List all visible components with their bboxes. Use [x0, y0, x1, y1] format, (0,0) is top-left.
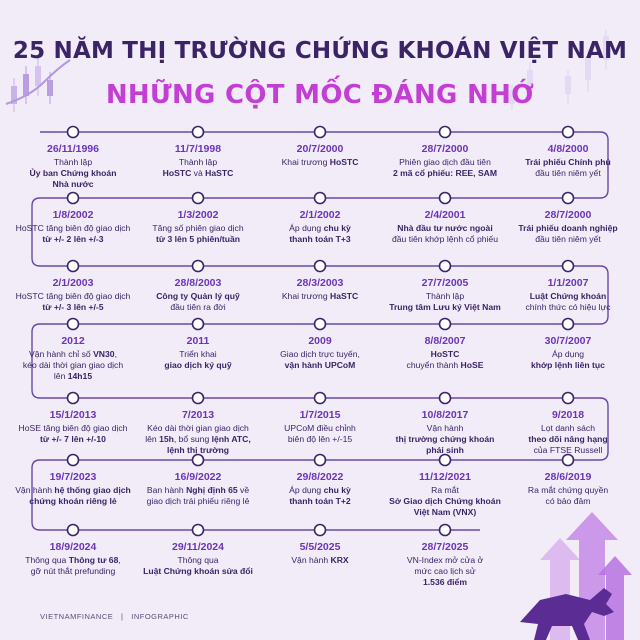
event-date: 28/3/2003 — [296, 277, 344, 289]
event-description — [383, 157, 507, 179]
event-highlight: Nhà đầu tư nước ngoài — [397, 223, 493, 233]
event-description — [258, 157, 382, 168]
event-description — [136, 291, 260, 313]
event-text: Vận hành chỉ số — [29, 349, 94, 359]
event-text: HoSTC tăng biên độ giao dịch — [15, 223, 131, 233]
timeline-event — [506, 143, 630, 179]
event-date: 11/12/2021 — [419, 471, 471, 483]
event-highlight: Ủy ban Chứng khoán Nhà nước — [29, 168, 117, 189]
event-text: đầu tiên niêm yết — [535, 168, 601, 178]
timeline-event — [383, 277, 507, 313]
event-text: về giao dịch trái phiếu riêng lẻ — [146, 485, 250, 506]
event-highlight: Thông tư 68 — [68, 555, 119, 565]
event-date: 7/2013 — [181, 409, 215, 421]
timeline-event — [136, 409, 260, 456]
timeline-event — [506, 409, 630, 456]
timeline-event — [506, 277, 630, 313]
timeline-event — [383, 209, 507, 245]
event-date: 28/6/2019 — [544, 471, 592, 483]
event-text: Vận hành — [426, 423, 464, 433]
event-highlight: HoSTC — [162, 168, 192, 178]
event-highlight: Nghị định 65 — [186, 485, 238, 495]
event-description — [136, 485, 260, 507]
event-description — [136, 423, 260, 456]
event-text: Kéo dài thời gian giao dịch lên — [145, 423, 249, 444]
event-text: Thành lập — [178, 157, 218, 167]
event-text: Áp dụng — [289, 485, 324, 495]
timeline-event — [11, 277, 135, 313]
event-highlight: khớp lệnh liên tục — [531, 360, 605, 370]
event-highlight: VN30 — [93, 349, 115, 359]
event-highlight: thanh toán T+3 — [289, 234, 351, 244]
event-description — [506, 349, 630, 371]
event-highlight: theo dõi nâng hạng — [528, 434, 608, 444]
event-date: 2009 — [308, 335, 332, 347]
event-highlight: lệnh ATC, lệnh thị trường — [167, 434, 251, 455]
event-text: Áp dụng — [289, 223, 324, 233]
event-date: 29/11/2024 — [172, 541, 224, 553]
event-description — [506, 423, 630, 456]
event-description — [136, 223, 260, 245]
event-highlight: HoSTC — [430, 349, 460, 359]
timeline-event — [383, 541, 507, 588]
event-date: 5/5/2025 — [299, 541, 341, 553]
event-text: Thông qua — [177, 555, 219, 565]
event-text: Triển khai — [179, 349, 217, 359]
event-text: của FTSE Russell — [533, 445, 603, 455]
event-date: 26/11/1996 — [47, 143, 99, 155]
event-description — [506, 291, 630, 313]
event-date: 9/2018 — [551, 409, 585, 421]
timeline-event — [258, 277, 382, 302]
event-text: Tăng số phiên giao dịch — [152, 223, 244, 233]
timeline-event — [136, 335, 260, 371]
timeline-event — [136, 541, 260, 577]
event-date: 16/9/2022 — [174, 471, 222, 483]
event-text: Ban hành — [146, 485, 187, 495]
timeline-event — [258, 209, 382, 245]
event-description — [11, 157, 135, 190]
event-text: đầu tiên khớp lệnh cổ phiếu — [392, 234, 498, 244]
event-description — [383, 485, 507, 518]
event-text: đầu tiên niêm yết — [535, 234, 601, 244]
event-description — [258, 291, 382, 302]
event-description — [383, 291, 507, 313]
timeline-event — [383, 143, 507, 179]
event-date: 28/7/2025 — [421, 541, 469, 553]
timeline-event — [258, 471, 382, 507]
event-text: , kéo dài thời gian giao dịch lên — [22, 349, 124, 381]
page-subtitle: NHỮNG CỘT MỐC ĐÁNG NHỚ — [105, 80, 535, 110]
event-highlight: KRX — [330, 555, 349, 565]
timeline-event — [383, 335, 507, 371]
event-description — [258, 555, 382, 566]
event-highlight: vận hành UPCoM — [284, 360, 356, 370]
page-title: 25 NĂM THỊ TRƯỜNG CHỨNG KHOÁN VIỆT NAM — [12, 38, 628, 64]
event-description — [258, 349, 382, 371]
event-date: 8/8/2007 — [424, 335, 466, 347]
event-description — [506, 223, 630, 245]
event-description — [136, 349, 260, 371]
event-date: 1/3/2002 — [177, 209, 219, 221]
event-date: 2011 — [186, 335, 210, 347]
event-text: Giao dịch trực tuyến, — [280, 349, 360, 359]
event-highlight: Trái phiếu doanh nghiệp — [518, 223, 618, 233]
timeline-event — [258, 335, 382, 371]
event-text: , bổ sung — [173, 434, 212, 444]
event-text: Thành lập — [425, 291, 465, 301]
event-highlight: 15h — [159, 434, 174, 444]
event-highlight: từ +/- 3 lên +/-5 — [42, 302, 104, 312]
event-text: Khai trương — [281, 291, 330, 301]
event-description — [11, 423, 135, 445]
event-text: chính thức có hiệu lực — [525, 302, 611, 312]
event-description — [11, 291, 135, 313]
event-description — [11, 555, 135, 577]
event-description — [383, 223, 507, 245]
event-text: Vận hành — [15, 485, 55, 495]
event-highlight: hệ thống giao dịch chứng khoán riêng lẻ — [29, 485, 131, 506]
event-date: 4/8/2000 — [547, 143, 589, 155]
timeline-event — [11, 409, 135, 445]
event-highlight: chu kỳ thanh toán T+2 — [289, 485, 351, 506]
event-highlight: 1.536 điểm — [423, 577, 467, 587]
event-highlight: từ +/- 2 lên +/-3 — [42, 234, 104, 244]
timeline-event — [383, 409, 507, 456]
event-date: 30/7/2007 — [544, 335, 592, 347]
event-date: 20/7/2000 — [296, 143, 344, 155]
event-description — [136, 555, 260, 577]
event-text: Ra mắt — [431, 485, 459, 495]
timeline-event — [383, 471, 507, 518]
event-date: 10/8/2017 — [421, 409, 469, 421]
content-type: INFOGRAPHIC — [131, 612, 189, 621]
event-description — [258, 485, 382, 507]
event-highlight: từ 3 lên 5 phiên/tuần — [155, 234, 241, 244]
event-description — [258, 423, 382, 445]
event-text: HoSE tăng biên độ giao dịch — [18, 423, 128, 433]
event-text: chuyển thành — [406, 360, 459, 370]
event-text: Vận hành — [291, 555, 331, 565]
event-date: 2/1/2003 — [52, 277, 94, 289]
timeline-event — [11, 541, 135, 577]
event-text: Áp dụng — [551, 349, 585, 359]
timeline-event — [11, 471, 135, 507]
event-date: 15/1/2013 — [49, 409, 97, 421]
event-highlight: 14h15 — [67, 371, 93, 381]
event-highlight: Luật Chứng khoán — [529, 291, 607, 301]
event-text: Ra mắt chứng quyền có bảo đảm — [527, 485, 609, 506]
event-text: đầu tiên ra đời — [170, 302, 226, 312]
event-text: Phiên giao dịch đầu tiên — [399, 157, 491, 167]
event-highlight: Sở Giao dịch Chứng khoán Việt Nam (VNX) — [389, 496, 501, 517]
event-highlight: HaSTC — [205, 168, 234, 178]
footer-separator: | — [121, 612, 124, 621]
event-date: 1/1/2007 — [547, 277, 589, 289]
event-description — [136, 157, 260, 179]
event-description — [506, 157, 630, 179]
event-description — [383, 349, 507, 371]
event-text: và — [191, 168, 206, 178]
timeline-event — [258, 409, 382, 445]
event-date: 2/1/2002 — [299, 209, 341, 221]
event-date: 1/8/2002 — [52, 209, 94, 221]
event-text: , gỡ nút thắt prefunding — [30, 555, 121, 576]
event-description — [383, 423, 507, 456]
event-text: Thông qua — [25, 555, 69, 565]
timeline-event — [136, 209, 260, 245]
event-date: 11/7/1998 — [174, 143, 222, 155]
event-description — [11, 485, 135, 507]
timeline-event — [11, 335, 135, 382]
event-highlight: Công ty Quản lý quỹ — [156, 291, 240, 301]
timeline-event — [136, 143, 260, 179]
event-date: 27/7/2005 — [421, 277, 469, 289]
event-description — [506, 485, 630, 507]
event-text: Lọt danh sách — [541, 423, 595, 433]
event-date: 28/8/2003 — [174, 277, 222, 289]
event-date: 28/7/2000 — [544, 209, 592, 221]
timeline-event — [136, 471, 260, 507]
timeline-event — [258, 541, 382, 566]
event-description — [258, 223, 382, 245]
timeline-event — [11, 209, 135, 245]
timeline-event — [506, 209, 630, 245]
timeline-event — [506, 471, 630, 507]
event-highlight: giao dịch ký quỹ — [164, 360, 232, 370]
event-highlight: từ +/- 7 lên +/-10 — [40, 434, 106, 444]
footer — [40, 612, 189, 621]
timeline-event — [506, 335, 630, 371]
event-highlight: HaSTC — [330, 291, 359, 301]
event-text: Thành lập — [53, 157, 93, 167]
event-highlight: chu kỳ — [323, 223, 351, 233]
event-text: VN-Index mở cửa ở mức cao lịch sử — [406, 555, 484, 576]
event-description — [383, 555, 507, 588]
event-highlight: thị trường chứng khoán phái sinh — [395, 434, 495, 455]
event-highlight: Trung tâm Lưu ký Việt Nam — [389, 302, 501, 312]
event-description — [11, 223, 135, 245]
event-highlight: 2 mã cổ phiếu: REE, SAM — [392, 168, 498, 178]
timeline-event — [258, 143, 382, 168]
event-date: 18/9/2024 — [49, 541, 97, 553]
event-text: Khai trương — [281, 157, 330, 167]
event-date: 29/8/2022 — [296, 471, 344, 483]
event-highlight: Luật Chứng khoán sửa đổi — [143, 566, 253, 576]
event-date: 2012 — [61, 335, 85, 347]
event-text: UPCoM điều chỉnh biên độ lên +/-15 — [284, 423, 356, 444]
timeline-event — [11, 143, 135, 190]
event-date: 2/4/2001 — [424, 209, 466, 221]
event-highlight: Trái phiếu Chính phủ — [525, 157, 611, 167]
event-date: 1/7/2015 — [299, 409, 341, 421]
timeline-event — [136, 277, 260, 313]
event-text: HoSTC tăng biên độ giao dịch — [15, 291, 131, 301]
brand-name: VIETNAMFINANCE — [40, 612, 114, 621]
event-date: 19/7/2023 — [49, 471, 97, 483]
event-description — [11, 349, 135, 382]
event-highlight: HoSE — [460, 360, 484, 370]
event-date: 28/7/2000 — [421, 143, 469, 155]
event-highlight: HoSTC — [329, 157, 359, 167]
